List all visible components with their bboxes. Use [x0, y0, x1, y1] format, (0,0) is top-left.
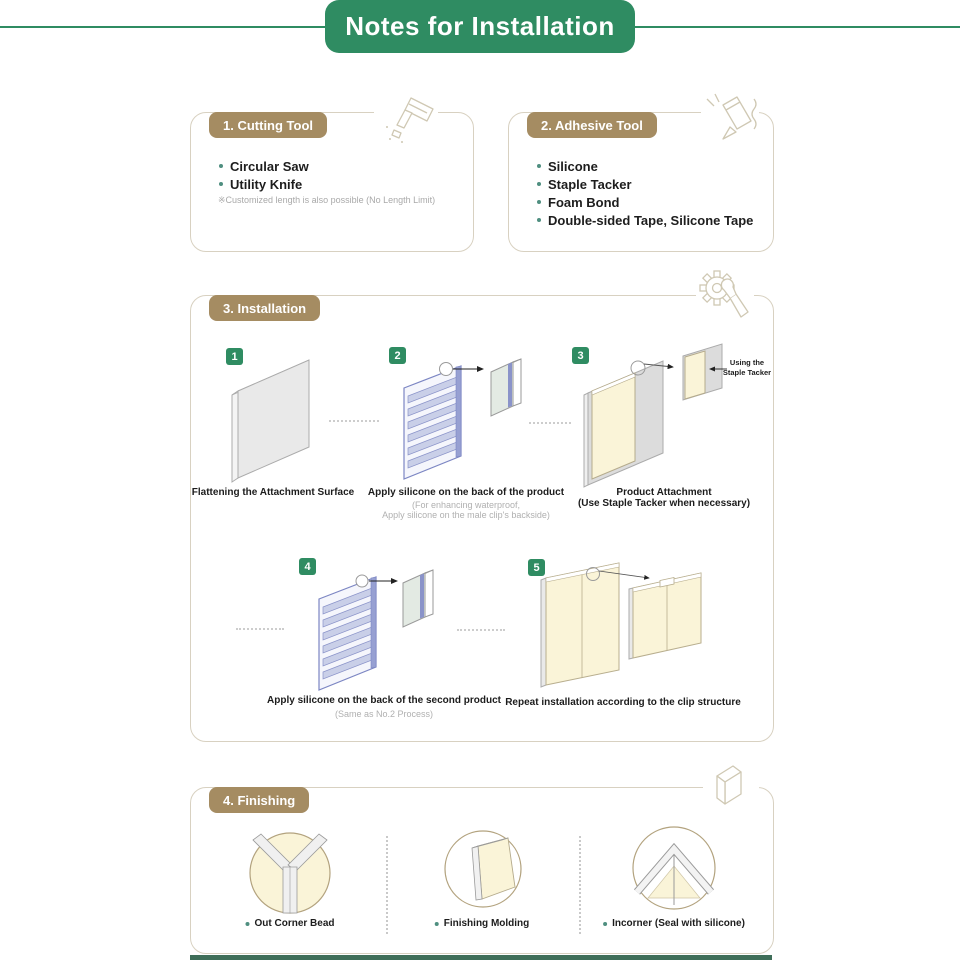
step1-caption: Flattening the Attachment Surface — [191, 487, 355, 498]
step2-subcaption: Apply silicone on the male clip's backside) — [382, 510, 550, 520]
out-corner-bead-drawing — [250, 833, 330, 913]
utility-knife-icon — [374, 95, 438, 149]
step-badge-3: 3 — [572, 347, 589, 364]
bullet-dot — [603, 922, 607, 926]
list-item — [537, 211, 753, 229]
finishing-item-label: Finishing Molding — [443, 918, 530, 929]
step3-caption-line2: (Use Staple Tacker when necessary) — [577, 498, 751, 509]
list-item — [537, 175, 753, 193]
step1-panel-drawing — [232, 360, 309, 482]
list-item — [219, 157, 309, 175]
bullet-dot — [537, 164, 541, 168]
step2-panel-drawing — [404, 363, 483, 480]
next-section-bar — [190, 955, 772, 960]
finishing-section — [190, 787, 774, 954]
step3-caption: Product Attachment — [616, 487, 712, 498]
step-badge-2: 2 — [389, 347, 406, 364]
adhesive-tool-list — [537, 157, 753, 229]
bullet-label: Staple Tacker — [548, 176, 632, 192]
finishing-item — [435, 918, 530, 929]
bullet-dot — [537, 182, 541, 186]
annotation-line: Staple Tacker — [722, 368, 772, 377]
list-item — [537, 157, 753, 175]
step-badge-1: 1 — [226, 348, 243, 365]
finishing-item-label: Out Corner Bead — [254, 918, 335, 929]
step2-detail-drawing — [491, 359, 521, 416]
adhesive-tool-label: 2. Adhesive Tool — [527, 112, 657, 138]
step2-subcaption: (For enhancing waterproof, — [411, 500, 521, 510]
finishing-item — [603, 918, 745, 929]
step5-panel-drawing — [541, 563, 701, 687]
step-separator — [329, 420, 379, 422]
caulk-gun-icon — [701, 89, 759, 147]
list-item — [219, 175, 309, 193]
step4-panel-drawing — [319, 575, 397, 690]
step-separator — [529, 422, 571, 424]
bullet-label: Double-sided Tape, Silicone Tape — [548, 212, 754, 228]
cutting-tool-note: ※Customized length is also possible (No Length Limit) — [218, 195, 436, 205]
finishing-item — [245, 918, 334, 929]
step-badge-4: 4 — [299, 558, 316, 575]
bullet-label: Silicone — [548, 158, 598, 174]
finishing-separator — [579, 836, 581, 934]
step-badge-5: 5 — [528, 559, 545, 576]
bullet-dot — [245, 922, 249, 926]
adhesive-tool-section — [508, 112, 774, 252]
bullet-label: Foam Bond — [548, 194, 620, 210]
bullet-dot — [537, 200, 541, 204]
step3-annotation — [717, 358, 777, 378]
zoom-marker — [356, 575, 368, 587]
bullet-dot — [435, 922, 439, 926]
step4-caption: Apply silicone on the back of the second product — [267, 695, 501, 706]
bullet-dot — [537, 218, 541, 222]
finishing-item-label: Incorner (Seal with silicone) — [612, 918, 745, 929]
step2-caption: Apply silicone on the back of the product — [367, 487, 565, 498]
list-item — [537, 193, 753, 211]
zoom-marker — [440, 363, 453, 376]
installation-label: 3. Installation — [209, 295, 320, 321]
bullet-dot — [219, 164, 223, 168]
cutting-tool-label: 1. Cutting Tool — [209, 112, 327, 138]
cutting-tool-section — [190, 112, 474, 252]
step4-subcaption: (Same as No.2 Process) — [334, 709, 434, 719]
annotation-line: Using the — [729, 358, 765, 367]
step5-caption: Repeat installation according to the clip structure — [505, 697, 741, 708]
cutting-tool-list — [219, 157, 309, 193]
bullet-label: Circular Saw — [230, 158, 309, 174]
finishing-separator — [386, 836, 388, 934]
finishing-label: 4. Finishing — [209, 787, 309, 813]
bullet-label: Utility Knife — [230, 176, 303, 192]
page-title: Notes for Installation — [325, 0, 635, 53]
step-separator — [236, 628, 284, 630]
step3-panel-drawing — [584, 361, 673, 487]
bullet-dot — [219, 182, 223, 186]
finishing-molding-drawing — [445, 831, 521, 907]
step-separator — [457, 629, 505, 631]
installation-section — [190, 295, 774, 742]
step4-detail-drawing — [403, 570, 433, 627]
incorner-drawing — [633, 827, 715, 909]
